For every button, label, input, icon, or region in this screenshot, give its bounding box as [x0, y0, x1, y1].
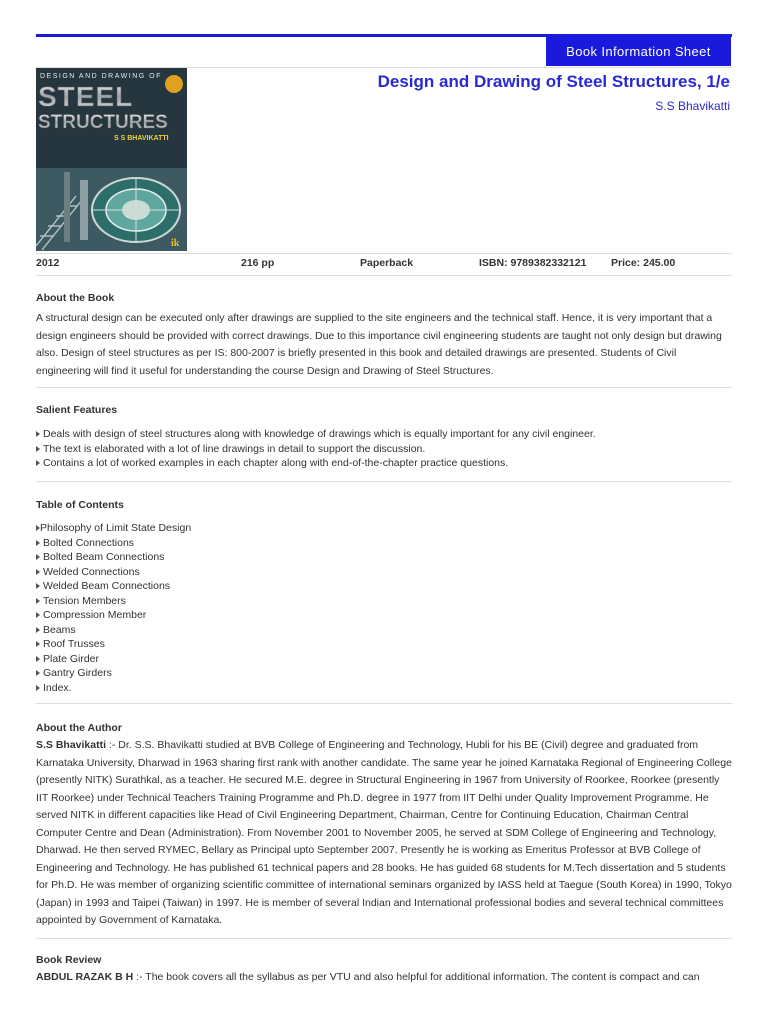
bullet-triangle-icon — [36, 446, 40, 452]
book-cover-image — [36, 68, 187, 251]
list-item: Gantry Girders — [36, 666, 732, 681]
cover-author-text: S S BHAVIKATTI — [114, 135, 169, 142]
list-item: The text is elaborated with a lot of line drawings in detail to support the discussion. — [36, 442, 732, 457]
book-review-heading: Book Review — [36, 954, 102, 966]
about-author-section — [36, 722, 732, 930]
list-item: Welded Beam Connections — [36, 579, 732, 594]
toc-list — [36, 521, 732, 695]
list-item: Deals with design of steel structures along with knowledge of drawings which is equally important for any civil engineer. — [36, 427, 732, 442]
book-author: S.S Bhavikatti — [655, 99, 730, 113]
about-author-heading: About the Author — [36, 722, 122, 734]
book-title: Design and Drawing of Steel Structures, 1/e — [377, 72, 730, 91]
bullet-triangle-icon — [36, 656, 40, 662]
meta-binding: Paperback — [360, 257, 414, 269]
about-author-divider — [36, 938, 732, 939]
list-item: Bolted Beam Connections — [36, 550, 732, 565]
bullet-triangle-icon — [36, 540, 40, 546]
cover-illustration — [36, 68, 187, 251]
list-item: Philosophy of Limit State Design — [36, 521, 732, 536]
sheet-label: Book Information Sheet — [546, 37, 731, 66]
salient-features-divider — [36, 481, 732, 482]
bullet-triangle-icon — [36, 670, 40, 676]
meta-price: Price: 245.00 — [611, 257, 676, 269]
bullet-triangle-icon — [36, 583, 40, 589]
review-body: :- The book covers all the syllabus as per VTU and also helpful for additional information. The content is compact and can — [133, 971, 700, 983]
list-item: Bolted Connections — [36, 536, 732, 551]
toc-heading: Table of Contents — [36, 499, 124, 511]
list-item: Roof Trusses — [36, 637, 732, 652]
cover-publisher-mark: ik — [171, 238, 180, 249]
about-book-heading: About the Book — [36, 292, 115, 304]
bullet-triangle-icon — [36, 431, 40, 437]
cover-top-text: DESIGN AND DRAWING OF — [40, 73, 162, 80]
cover-word-structures: STRUCTURES — [38, 112, 168, 133]
book-review-section — [36, 954, 732, 987]
meta-year: 2012 — [36, 257, 60, 269]
bullet-triangle-icon — [36, 554, 40, 560]
book-review-text — [36, 969, 732, 987]
reviewer-name: ABDUL RAZAK B H — [36, 971, 134, 983]
about-book-text: A structural design can be executed only after drawings are supplied to the site engineers and the technical staff. Hence, it is very important that a design engineers should be provided with correct drawings. Due to this importance civil engineering students are taught not only design but drawing also. Design of steel structures as per IS: 800-2007 is briefly presented in this book and detailed drawings are presented. Students of Civil engineering will find it useful for understanding the course Design and Drawing of Steel Structures. — [36, 312, 722, 377]
about-book-divider — [36, 387, 732, 388]
list-item: Plate Girder — [36, 652, 732, 667]
bullet-triangle-icon — [36, 641, 40, 647]
about-author-text — [36, 737, 732, 930]
meta-isbn: ISBN: 9789382332121 — [479, 257, 587, 269]
meta-top-divider — [36, 253, 732, 254]
list-item: Beams — [36, 623, 732, 638]
table-of-contents-section — [36, 499, 732, 695]
salient-features-list — [36, 427, 732, 471]
bullet-triangle-icon — [36, 598, 40, 604]
list-item: Tension Members — [36, 594, 732, 609]
bullet-triangle-icon — [36, 685, 40, 691]
toc-divider — [36, 703, 732, 704]
meta-bottom-divider — [36, 275, 732, 276]
salient-features-section — [36, 404, 732, 471]
cover-word-steel: STEEL — [38, 81, 134, 112]
bullet-triangle-icon — [36, 612, 40, 618]
list-item: Compression Member — [36, 608, 732, 623]
bullet-triangle-icon — [36, 569, 40, 575]
salient-features-heading: Salient Features — [36, 404, 118, 416]
author-bio: :- Dr. S.S. Bhavikatti studied at BVB College of Engineering and Technology, Hubli for his BE (Civil) degree and graduated from Karnataka University, Dharwad in 1963 sharing first rank with another candidate. The same year he joined Karnataka Regional of Engineering College (presently NITK) Surathkal, as a teacher. He secured M.E. degree in Structural Engineering in 1967 from University of Roorkee, Roorkee (presently IIT Roorkee) under Technical Teachers Training Programme and Ph.D. degree in 1977 from IIT Delhi under Quality Improvement Programme. He served NITK in different capacities like Head of Civil Engineering Department, Chairman, Centre for Continuing Education, Chairman Central Computer Centre and Dean (Administration). From November 2001 to November 2005, he served at SDM College of Engineering and Technology, Dharwad. He then served RYMEC, Bellary as Principal upto September 2007. Presently he is working as Emeritus Professor at BVB College of Engineering and Technology. He has published 61 technical papers and 28 books. He has guided 68 students for M.Tech dissertation and 5 students for Ph.D. He was member of organizing scientific committee of international seminars organized by IASS held at Taegue (South Korea) in 1990, Tokyo (Japan) in 1993 and Taipei (Taiwan) in 1997. He is member of several Indian and International professional bodies and several technical committees appointed by Government of Karnataka. — [36, 739, 732, 926]
author-name: S.S Bhavikatti — [36, 739, 107, 751]
bullet-triangle-icon — [36, 460, 40, 466]
list-item: Contains a lot of worked examples in each chapter along with end-of-the-chapter practice questions. — [36, 456, 732, 471]
meta-pages: 216 pp — [241, 257, 275, 269]
about-book-section — [36, 292, 732, 380]
list-item: Index. — [36, 681, 732, 696]
list-item: Welded Connections — [36, 565, 732, 580]
bullet-triangle-icon — [36, 627, 40, 633]
